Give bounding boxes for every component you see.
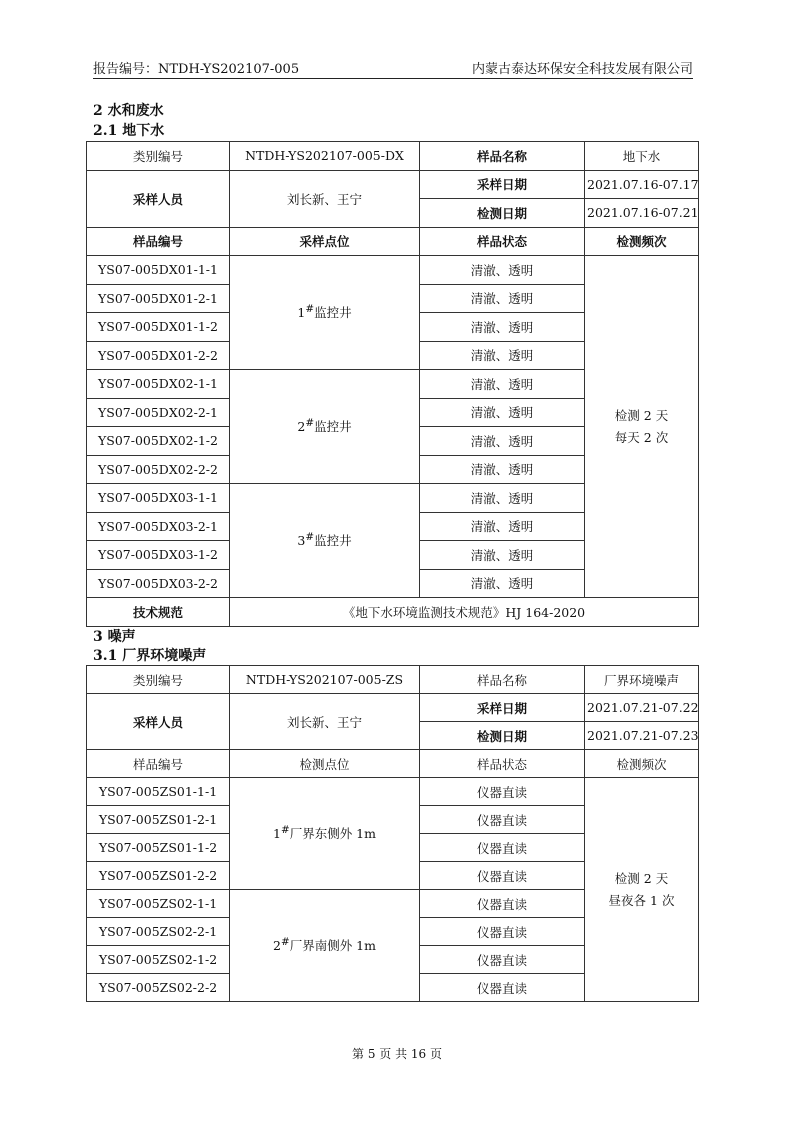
section-groundwater-title: 2.1 地下水 <box>93 123 165 139</box>
page-footer: 第 5 页 共 16 页 <box>352 1047 442 1061</box>
sample-id-cell: YS07-005ZS01-2-1 <box>87 806 230 834</box>
sample-state-cell: 清澈、透明 <box>420 455 585 484</box>
sample-state-cell: 清澈、透明 <box>420 427 585 456</box>
sampler-value: 刘长新、王宁 <box>230 170 420 227</box>
frequency-line-1: 检测 2 天 <box>614 870 669 886</box>
column-header-sample-no: 样品编号 <box>87 227 230 256</box>
point-cell <box>230 778 420 890</box>
groundwater-table <box>86 141 699 627</box>
sample-state-cell: 仪器直读 <box>420 974 585 1002</box>
point-name: 监控井 <box>314 305 352 321</box>
sample-state-cell: 清澈、透明 <box>420 541 585 570</box>
table-row <box>87 778 699 806</box>
sample-name-value: 厂界环境噪声 <box>585 666 699 694</box>
column-header-sample-no: 样品编号 <box>87 750 230 778</box>
sample-name-label: 样品名称 <box>420 666 585 694</box>
section-factory-noise-title: 3.1 厂界环境噪声 <box>93 648 207 664</box>
sample-state-cell: 仪器直读 <box>420 918 585 946</box>
sample-id-cell: YS07-005ZS02-2-1 <box>87 918 230 946</box>
frequency-line-1: 检测 2 天 <box>614 407 669 423</box>
sampling-date-label: 采样日期 <box>420 170 585 199</box>
frequency-line-2: 每天 2 次 <box>614 429 669 445</box>
sample-id-cell: YS07-005DX03-1-1 <box>87 484 230 513</box>
point-name: 厂界东侧外 1m <box>289 826 376 842</box>
sample-id-cell: YS07-005DX02-1-2 <box>87 427 230 456</box>
sample-id-cell: YS07-005ZS02-1-1 <box>87 890 230 918</box>
sample-id-cell: YS07-005ZS02-2-2 <box>87 974 230 1002</box>
point-name: 厂界南侧外 1m <box>289 938 376 954</box>
testing-date-label: 检测日期 <box>420 722 585 750</box>
column-header-frequency: 检测频次 <box>585 750 699 778</box>
spec-row <box>87 598 699 627</box>
category-value: NTDH-YS202107-005-DX <box>230 142 420 171</box>
point-superscript: # <box>280 824 290 837</box>
spec-value: 《地下水环境监测技术规范》HJ 164-2020 <box>230 598 699 627</box>
point-number: 3 <box>297 533 306 549</box>
point-cell <box>230 256 420 370</box>
sample-name-label: 样品名称 <box>420 142 585 171</box>
testing-date-value: 2021.07.21-07.23 <box>585 722 699 750</box>
point-number: 1 <box>273 826 281 842</box>
sample-name-value: 地下水 <box>585 142 699 171</box>
sample-id-cell: YS07-005ZS01-2-2 <box>87 862 230 890</box>
sample-id-cell: YS07-005DX03-1-2 <box>87 541 230 570</box>
column-header-point: 采样点位 <box>230 227 420 256</box>
sampler-value: 刘长新、王宁 <box>230 694 420 750</box>
report-number: 报告编号：NTDH-YS202107-005 <box>93 62 300 77</box>
category-label: 类别编号 <box>87 142 230 171</box>
sample-state-cell: 仪器直读 <box>420 946 585 974</box>
sample-id-cell: YS07-005DX03-2-2 <box>87 569 230 598</box>
column-header-frequency: 检测频次 <box>585 227 699 256</box>
sample-id-cell: YS07-005DX02-2-2 <box>87 455 230 484</box>
point-cell <box>230 484 420 598</box>
section-noise-title: 3 噪声 <box>93 629 136 645</box>
sample-id-cell: YS07-005ZS01-1-1 <box>87 778 230 806</box>
frequency-cell <box>585 778 699 1002</box>
point-superscript: # <box>305 417 315 430</box>
sample-id-cell: YS07-005ZS01-1-2 <box>87 834 230 862</box>
point-cell <box>230 370 420 484</box>
noise-table <box>86 665 699 1002</box>
sample-state-cell: 清澈、透明 <box>420 484 585 513</box>
sample-state-cell: 仪器直读 <box>420 834 585 862</box>
column-header-state: 样品状态 <box>420 227 585 256</box>
point-number: 1 <box>297 305 306 321</box>
sample-state-cell: 清澈、透明 <box>420 569 585 598</box>
sample-state-cell: 清澈、透明 <box>420 284 585 313</box>
table-row <box>87 256 699 285</box>
sample-id-cell: YS07-005ZS02-1-2 <box>87 946 230 974</box>
company-name: 内蒙古泰达环保安全科技发展有限公司 <box>471 62 693 77</box>
frequency-line-2: 昼夜各 1 次 <box>608 892 675 908</box>
column-header-state: 样品状态 <box>420 750 585 778</box>
point-number: 2 <box>273 938 281 954</box>
sample-id-cell: YS07-005DX02-2-1 <box>87 398 230 427</box>
point-superscript: # <box>305 531 315 544</box>
sample-state-cell: 仪器直读 <box>420 890 585 918</box>
sampling-date-value: 2021.07.16-07.17 <box>585 170 699 199</box>
sample-id-cell: YS07-005DX01-2-1 <box>87 284 230 313</box>
point-cell <box>230 890 420 1002</box>
point-name: 监控井 <box>314 419 352 435</box>
section-water-title: 2 水和废水 <box>93 103 164 119</box>
sample-state-cell: 清澈、透明 <box>420 398 585 427</box>
testing-date-value: 2021.07.16-07.21 <box>585 199 699 228</box>
sample-state-cell: 清澈、透明 <box>420 341 585 370</box>
sample-state-cell: 仪器直读 <box>420 862 585 890</box>
spec-label: 技术规范 <box>87 598 230 627</box>
sample-id-cell: YS07-005DX01-2-2 <box>87 341 230 370</box>
sample-id-cell: YS07-005DX01-1-1 <box>87 256 230 285</box>
sample-state-cell: 清澈、透明 <box>420 313 585 342</box>
sampling-date-value: 2021.07.21-07.22 <box>585 694 699 722</box>
sample-state-cell: 仪器直读 <box>420 806 585 834</box>
sampling-date-label: 采样日期 <box>420 694 585 722</box>
point-number: 2 <box>297 419 306 435</box>
sample-state-cell: 清澈、透明 <box>420 512 585 541</box>
category-label: 类别编号 <box>87 666 230 694</box>
sample-id-cell: YS07-005DX01-1-2 <box>87 313 230 342</box>
column-header-point: 检测点位 <box>230 750 420 778</box>
category-value: NTDH-YS202107-005-ZS <box>230 666 420 694</box>
sample-state-cell: 清澈、透明 <box>420 370 585 399</box>
sample-id-cell: YS07-005DX03-2-1 <box>87 512 230 541</box>
sample-id-cell: YS07-005DX02-1-1 <box>87 370 230 399</box>
point-superscript: # <box>305 303 315 316</box>
sample-state-cell: 清澈、透明 <box>420 256 585 285</box>
point-superscript: # <box>280 936 290 949</box>
sample-state-cell: 仪器直读 <box>420 778 585 806</box>
frequency-cell <box>585 256 699 598</box>
testing-date-label: 检测日期 <box>420 199 585 228</box>
sampler-label: 采样人员 <box>87 694 230 750</box>
sampler-label: 采样人员 <box>87 170 230 227</box>
point-name: 监控井 <box>314 533 352 549</box>
page-header <box>93 56 693 79</box>
